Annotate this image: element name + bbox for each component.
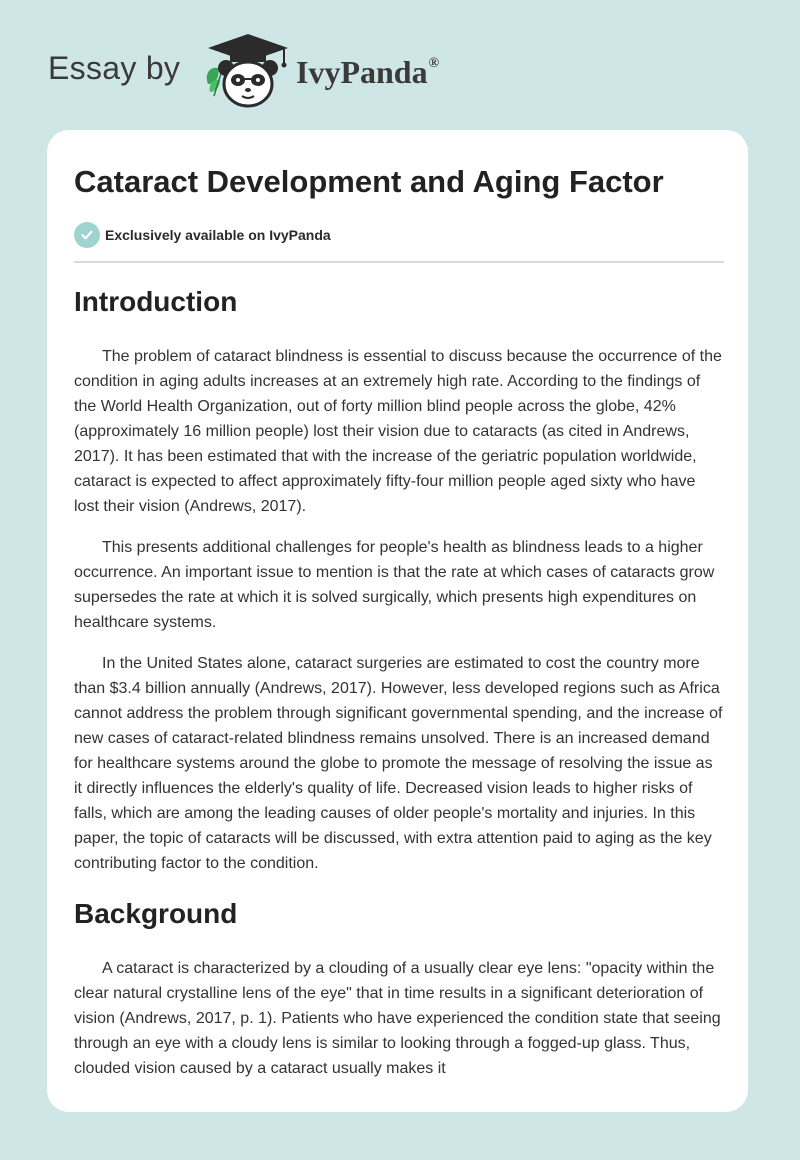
brand-name-text: IvyPanda: [296, 54, 428, 90]
paragraph: In the United States alone, cataract surgeries are estimated to cost the country more than $3.4 billion annually (Andrews, 2017). However, less developed regions such as Africa cannot address the problem through significant governmental spending, and the increase of new cases of cataract-related blindness remains unsolved. There is an increased demand for healthcare systems around the globe to promote the message of resolving the issue as it directly influences the elderly's quality of life. Decreased vision leads to higher risks of falls, which are among the leading causes of older people's mortality and injuries. In this paper, the topic of cataracts will be discussed, with extra attention paid to aging as the key contributing factor to the condition.: [74, 655, 723, 872]
essay-title: Cataract Development and Aging Factor: [74, 164, 664, 199]
panda-logo-icon[interactable]: [200, 32, 296, 110]
exclusive-badge-text: Exclusively available on IvyPanda: [105, 227, 331, 243]
exclusive-badge: [74, 222, 331, 248]
section-heading: Introduction: [74, 286, 238, 317]
section-heading: Background: [74, 898, 238, 929]
essay-body: [74, 280, 724, 1097]
essay-by-label: Essay by: [48, 50, 181, 86]
paragraph: The problem of cataract blindness is essential to discuss because the occurrence of the condition in aging adults increases at an extremely high rate. According to the findings of the World Health Organization, out of forty million blind people across the globe, 42% (approximately 16 million people) lost their vision due to cataracts (as cited in Andrews, 2017). It has been estimated that with the increase of the geriatric population worldwide, cataract is expected to affect approximately fifty-four million people aged sixty who have lost their vision (Andrews, 2017).: [74, 348, 722, 515]
essay-card: [47, 130, 748, 1112]
section-introduction: [74, 280, 724, 876]
section-background: [74, 892, 724, 1081]
site-header: [48, 30, 548, 110]
paragraph: A cataract is characterized by a clouding of a usually clear eye lens: "opacity within the clear natural crystalline lens of the eye" that in time results in a significant deterioration of vision (Andrews, 2017, p. 1). Patients who have experienced the condition state that seeing through an eye with a cloudy lens is similar to looking through a fogged-up glass. Thus, clouded vision caused by a cataract usually makes it: [74, 960, 721, 1077]
brand-name[interactable]: [296, 54, 439, 91]
check-circle-icon: [74, 222, 100, 248]
title-divider: [74, 261, 724, 263]
registered-mark: ®: [428, 56, 440, 71]
paragraph: This presents additional challenges for people's health as blindness leads to a higher occurrence. An important issue to mention is that the rate at which cases of cataracts grow supersedes the rate at which it is solved surgically, which presents high expenditures on healthcare systems.: [74, 539, 715, 631]
